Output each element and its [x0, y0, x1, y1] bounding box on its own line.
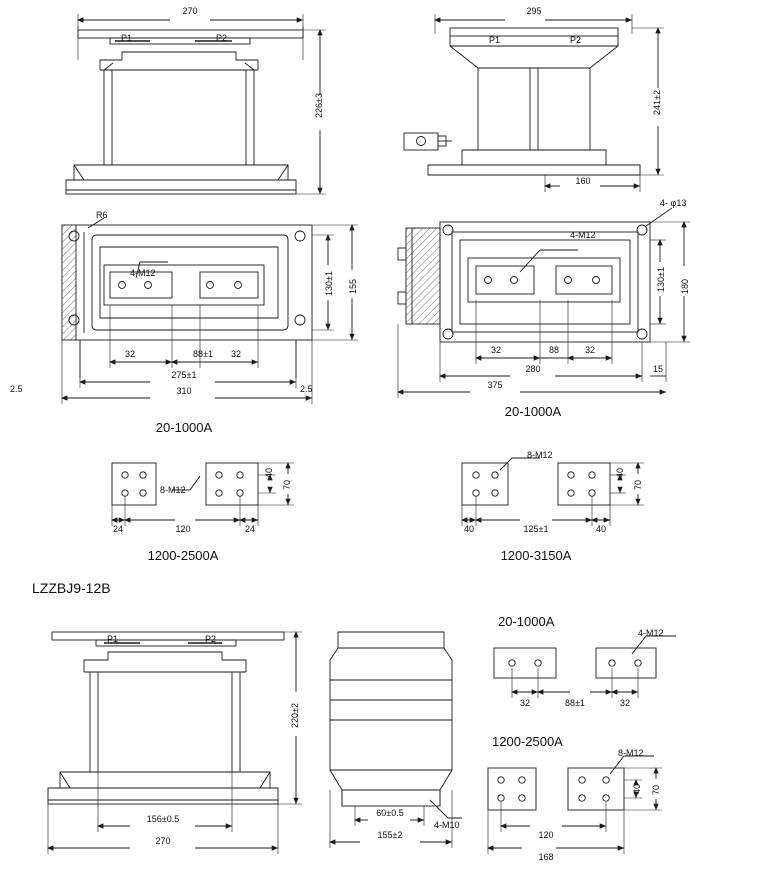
dim-24-pad-left-b: 24: [244, 524, 256, 534]
terminal-p1-top-right: P1: [489, 35, 501, 45]
dim-70-bottom-pad: 70: [651, 784, 661, 795]
dim-40-pad-right: 40: [615, 467, 625, 478]
dim-130-right-plan: 130±1: [656, 267, 666, 292]
dim-88-bottom: 88±1: [565, 698, 585, 708]
dim-270-bottom: 270: [155, 836, 171, 846]
dim-40-pad-right-a: 40: [463, 524, 475, 534]
note-4m10: 4-M10: [434, 820, 460, 830]
dim-70-pad-right: 70: [633, 479, 643, 490]
dim-32-right-b: 32: [584, 345, 596, 355]
dim-60-bottom-side: 60±0.5: [376, 808, 404, 818]
note-8m12-pad-left: 8-M12: [160, 485, 186, 495]
dim-88-right: 88: [548, 345, 560, 355]
dim-156-bottom: 156±0.5: [146, 814, 180, 824]
dim-180-right-plan: 180: [680, 278, 690, 294]
dim-15: 15: [652, 364, 664, 374]
note-4m12-left-plan: 4-M12: [130, 268, 156, 278]
terminal-p2-top-left: P2: [216, 33, 228, 43]
dim-120-pad-left: 120: [175, 524, 191, 534]
dim-130-left-plan: 130±1: [324, 271, 334, 296]
note-r6: R6: [96, 210, 108, 220]
dim-310: 310: [176, 386, 192, 396]
note-4-phi13: 4- φ13: [660, 198, 687, 208]
model-label: LZZBJ9-12B: [32, 580, 111, 596]
caption-pad-right: 1200-3150A: [500, 548, 572, 563]
dim-base-160: 160: [575, 176, 591, 186]
dim-24-pad-left-a: 24: [112, 524, 124, 534]
dim-88-left: 88±1: [193, 349, 213, 359]
caption-bottom-pad-lower: 1200-2500A: [492, 734, 563, 749]
terminal-p1-top-left: P1: [121, 33, 133, 43]
dim-125-pad-right: 125±1: [523, 524, 549, 534]
dim-168-bottom-pad: 168: [538, 852, 554, 862]
dim-2p5-left: 2.5: [10, 384, 23, 394]
note-8m12-bottom-pad: 8-M12: [618, 748, 644, 758]
dim-width-270: 270: [182, 6, 198, 16]
dim-70-pad-left: 70: [282, 479, 292, 490]
note-8m12-pad-right: 8-M12: [527, 450, 553, 460]
dim-155-bottom-side: 155±2: [377, 830, 403, 840]
terminal-p2-top-right: P2: [570, 35, 582, 45]
dim-275-left: 275±1: [171, 370, 197, 380]
dim-32-left-a: 32: [124, 349, 136, 359]
dim-280: 280: [525, 364, 541, 374]
note-4m12-bottom-pad: 4-M12: [638, 628, 664, 638]
dim-height-241: 241±2: [652, 90, 662, 115]
dim-32-right-a: 32: [490, 345, 502, 355]
dim-height-226: 226±3: [314, 93, 324, 118]
dim-375: 375: [487, 380, 503, 390]
dim-40-bottom-pad: 40: [632, 783, 642, 794]
dim-32-left-b: 32: [230, 349, 242, 359]
dim-40-pad-left: 40: [264, 467, 274, 478]
dim-width-295: 295: [526, 6, 542, 16]
caption-pad-left: 1200-2500A: [147, 548, 219, 563]
caption-bottom-pad-upper: 20-1000A: [498, 614, 555, 629]
terminal-p1-bottom: P1: [107, 634, 119, 644]
dim-120-bottom-pad: 120: [538, 830, 554, 840]
dim-2p5-right: 2.5: [300, 384, 313, 394]
caption-left-plan: 20-1000A: [155, 420, 213, 435]
dim-32-bottom-b: 32: [619, 698, 631, 708]
dim-32-bottom-a: 32: [519, 698, 531, 708]
terminal-p2-bottom: P2: [205, 634, 217, 644]
dim-220-bottom: 220±2: [290, 703, 300, 728]
dim-40-pad-right-b: 40: [595, 524, 607, 534]
dim-155-left-plan: 155: [348, 278, 358, 294]
note-4m12-right-plan: 4-M12: [570, 230, 596, 240]
caption-right-plan: 20-1000A: [504, 404, 562, 419]
